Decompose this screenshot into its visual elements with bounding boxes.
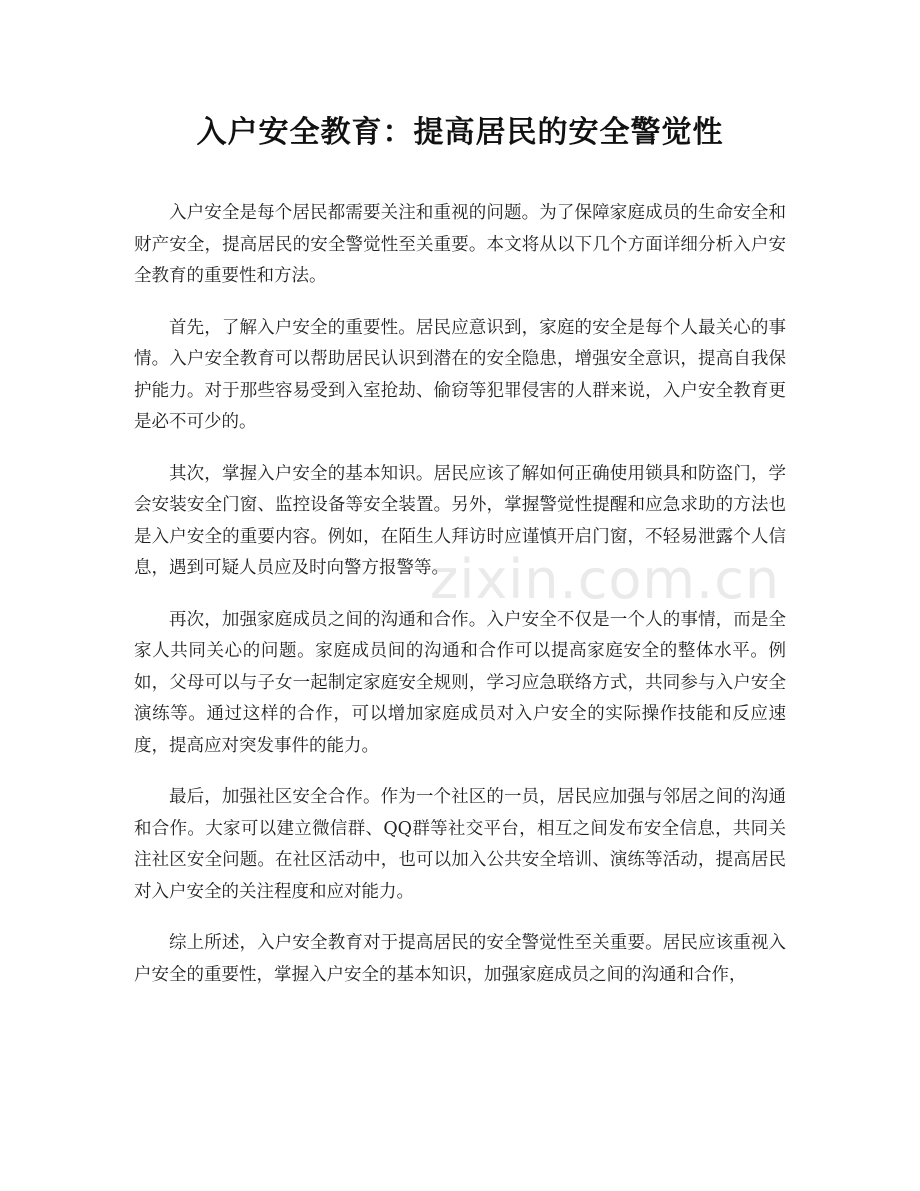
paragraph-family-cooperation: 再次，加强家庭成员之间的沟通和合作。入户安全不仅是一个人的事情，而是全家人共同关心的问题。家庭成员间的沟通和合作可以提高家庭安全的整体水平。例如，父母可以与子女一起制定家庭安全规则，学习应急联络方式，共同参与入户安全演练等。通过这样的合作，可以增加家庭成员对入户安全的实际操作技能和反应速度，提高应对突发事件的能力。 bbox=[134, 609, 786, 756]
paragraph-conclusion: 综上所述，入户安全教育对于提高居民的安全警觉性至关重要。居民应该重视入户安全的重要性，掌握入户安全的基本知识，加强家庭成员之间的沟通和合作， bbox=[134, 933, 786, 985]
document-title: 入户安全教育：提高居民的安全警觉性 bbox=[196, 115, 724, 150]
paragraph-intro: 入户安全是每个居民都需要关注和重视的问题。为了保障家庭成员的生命安全和财产安全，提高居民的安全警觉性至关重要。本文将从以下几个方面详细分析入户安全教育的重要性和方法。 bbox=[134, 203, 786, 286]
watermark: zixin.com.cn bbox=[430, 548, 781, 611]
paragraph-basic-knowledge: 其次，掌握入户安全的基本知识。居民应该了解如何正确使用锁具和防盗门，学会安装安全门窗、监控设备等安全装置。另外，掌握警觉性提醒和应急求助的方法也是入户安全的重要内容。例如，在陌生人拜访时应谨慎开启门窗，不轻易泄露个人信息，遇到可疑人员应及时向警方报警等。 bbox=[134, 463, 786, 578]
paragraph-importance: 首先，了解入户安全的重要性。居民应意识到，家庭的安全是每个人最关心的事情。入户安全教育可以帮助居民认识到潜在的安全隐患，增强安全意识，提高自我保护能力。对于那些容易受到入室抢劫、偷窃等犯罪侵害的人群来说，入户安全教育更是必不可少的。 bbox=[134, 317, 786, 432]
paragraph-community-cooperation: 最后，加强社区安全合作。作为一个社区的一员，居民应加强与邻居之间的沟通和合作。大家可以建立微信群、QQ群等社交平台，相互之间发布安全信息，共同关注社区安全问题。在社区活动中，也可以加入公共安全培训、演练等活动，提高居民对入户安全的关注程度和应对能力。 bbox=[134, 787, 786, 902]
